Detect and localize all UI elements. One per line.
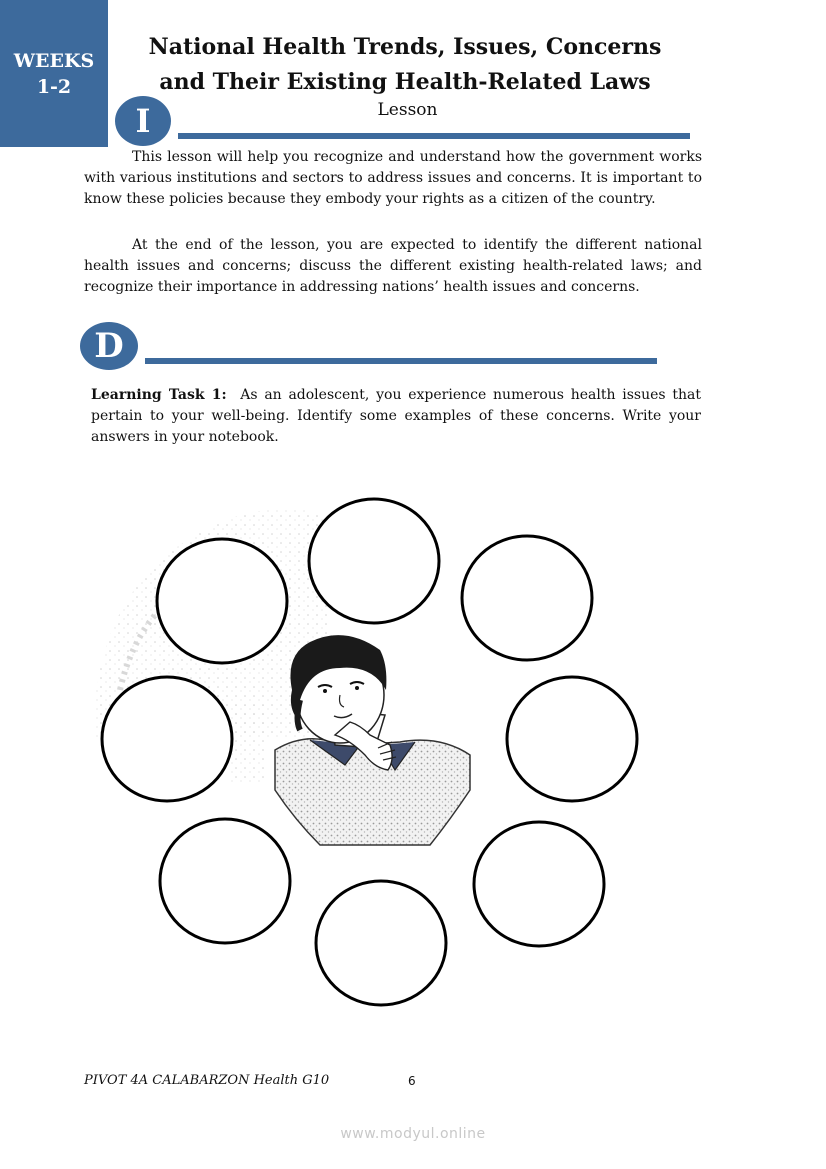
answer-circle-1 [309, 499, 439, 623]
development-divider [145, 358, 657, 364]
answer-circle-3 [462, 536, 592, 660]
answer-circle-4 [102, 677, 232, 801]
introduction-badge: I [115, 96, 171, 146]
page-number: 6 [408, 1074, 416, 1088]
weeks-range: 1-2 [36, 75, 72, 98]
weeks-tab [0, 0, 108, 147]
footer-source: PIVOT 4A CALABARZON Health G10 [84, 1073, 330, 1088]
page-title [120, 30, 690, 100]
intro-paragraph-1: This lesson will help you recognize and understand how the government works with various institutions and sectors to address issues and concerns. It is important to know these policies because they embody your rights as a citizen of the country. [84, 149, 702, 207]
development-badge: D [80, 322, 138, 370]
answer-circle-5 [507, 677, 637, 801]
learning-task-label: Learning Task 1: [91, 387, 227, 403]
lesson-label: Lesson [377, 100, 438, 120]
answer-circle-6 [160, 819, 290, 943]
intro-paragraph-2: At the end of the lesson, you are expected to identify the different national health issues and concerns; discuss the different existing health-related laws; and recognize their importance in addressing nations’ health issues and concerns. [84, 237, 702, 295]
weeks-label: WEEKS [13, 49, 95, 72]
adolescent-illustration [275, 635, 470, 845]
learning-task-text: As an adolescent, you experience numerous health issues that pertain to your well-being. Identify some examples of these concerns. Write your answers in your notebook. [91, 387, 701, 445]
title-line-1: National Health Trends, Issues, Concerns [148, 34, 662, 60]
concerns-diagram [0, 460, 826, 1040]
answer-circle-7 [474, 822, 604, 946]
answer-circle-2 [157, 539, 287, 663]
learning-task [91, 385, 701, 448]
watermark: www.modyul.online [340, 1126, 486, 1142]
title-line-2: and Their Existing Health-Related Laws [159, 69, 651, 95]
introduction-divider [178, 133, 690, 139]
answer-circle-8 [316, 881, 446, 1005]
